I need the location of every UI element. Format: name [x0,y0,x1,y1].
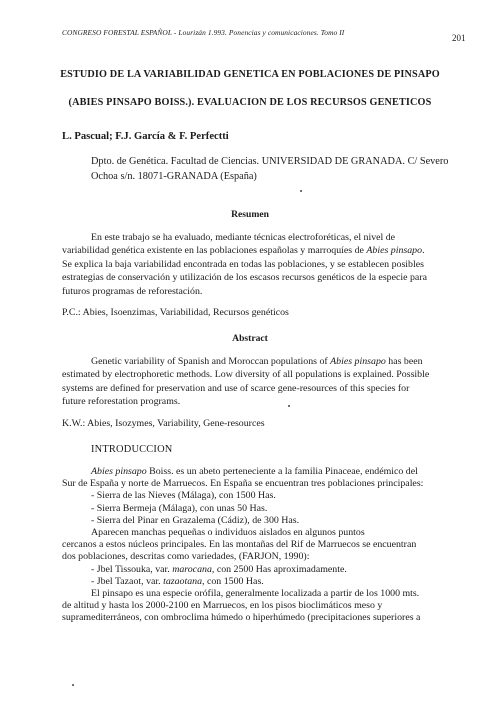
text-run: has been [385,356,423,367]
text-line [62,612,472,624]
italic-term: tazaotana [163,575,203,587]
text-line [62,576,472,588]
text-line [62,490,472,502]
text-run: cercanos a estos núcleos principales. En las montañas del Rif de Marruecos se encuentran [62,539,417,551]
abstract-heading: Abstract [232,333,268,344]
text-line [62,539,472,551]
text-run: - Jbel Tazaot, var. [91,575,164,587]
paper-title-line-2: (ABIES PINSAPO BOISS.). EVALUACION DE LOS RECURSOS GENETICOS [68,97,432,108]
italic-term: Abies pinsapo [366,245,423,257]
text-line [62,244,467,257]
text-run: - Sierra del Pinar en Grazalema (Cádiz), de 300 Has. [91,514,300,526]
resumen-paragraph [62,231,467,298]
text-run: Genetic variability of Spanish and Moroccan populations of [91,356,331,367]
italic-term: marocana [172,563,212,575]
text-run: estimated by electrophoretic methods. Low diversity of all populations is explained. Possible [62,369,430,381]
introduccion-body [62,466,472,625]
text-line [62,285,467,298]
authors: L. Pascual; F.J. García & F. Perfectti [62,131,229,142]
text-run: estrategias de conservación y utilización de los escasos recursos genéticos de la especie para [62,272,427,284]
text-line [62,527,472,539]
text-line [62,564,472,576]
text-run: Se explica la baja variabilidad encontrada en todas las poblaciones, y se establecen posibles [62,258,424,270]
text-line [62,466,472,478]
kw-keywords: K.W.: Abies, Isozymes, Variability, Gene-resources [62,418,265,429]
text-run: Aparecen manchas pequeñas o individuos aislados en algunos puntos [91,527,365,539]
text-run: , con 2500 Has aproximadamente. [211,563,347,575]
scan-speck [72,684,74,686]
text-line [62,515,472,527]
abstract-paragraph [62,355,467,409]
italic-term: Abies pinsapo [91,466,147,477]
text-run: En este trabajo se ha evaluado, mediante técnicas electroforéticas, el nivel de [91,232,396,243]
text-run: - Sierra Bermeja (Málaga), con unas 50 Has. [91,502,268,514]
text-line [62,368,467,381]
scan-speck [300,190,302,192]
text-run: systems are defined for preservation and use of scarce gene-resources of this species for [62,382,410,394]
text-run: Sur de España y norte de Marruecos. En España se encuentran tres poblaciones principales: [62,478,424,490]
text-run: dos poblaciones, descritas como variedades, (FARJON, 1990): [62,551,310,563]
text-run: - Jbel Tissouka, var. [91,563,173,575]
text-run: , con 1500 Has. [202,575,264,587]
paper-title-line-1: ESTUDIO DE LA VARIABILIDAD GENETICA EN POBLACIONES DE PINSAPO [60,69,440,80]
text-line [62,382,467,395]
text-line [62,258,467,271]
running-head: CONGRESO FORESTAL ESPAÑOL - Lourizán 1.993. Ponencias y comunicaciones. Tomo II [62,28,345,37]
text-line [62,478,472,490]
text-run: Boiss. es un abeto perteneciente a la familia Pinaceae, endémico del [146,466,418,477]
affiliation: Dpto. de Genética. Facultad de Ciencias. UNIVERSIDAD DE GRANADA. C/ Severo Ochoa s/n. 18071-GRANADA (España) [91,156,449,182]
text-line [62,231,467,244]
text-line [62,551,472,563]
text-line [62,503,472,515]
text-line [62,588,472,600]
pc-keywords: P.C.: Abies, Isoenzimas, Variabilidad, Recursos genéticos [62,307,289,318]
text-run: future reforestation programs. [62,396,181,408]
scan-speck [288,405,290,407]
resumen-heading: Resumen [231,209,269,220]
text-run: variabilidad genética existente en las poblaciones españolas y marroquíes de [62,245,367,257]
text-run: . [422,245,425,257]
text-run: de altitud y hasta los 2000-2100 en Marruecos, en los pisos bioclimáticos meso y [62,600,383,612]
text-line [62,355,467,368]
introduccion-heading: INTRODUCCION [91,444,173,455]
text-line [62,600,472,612]
text-run: futuros programas de reforestación. [62,285,203,297]
text-run: El pinsapo es una especie orófila, generalmente localizada a partir de los 1000 mts. [91,588,420,600]
text-run: - Sierra de las Nieves (Málaga), con 1500 Has. [91,490,276,502]
text-line [62,395,467,408]
italic-term: Abies pinsapo [330,356,386,367]
text-run: supramediterráneos, con ombroclima húmedo o hiperhúmedo (precipitaciones superiores a [62,612,421,624]
text-line [62,271,467,284]
page-number: 201 [452,33,466,43]
